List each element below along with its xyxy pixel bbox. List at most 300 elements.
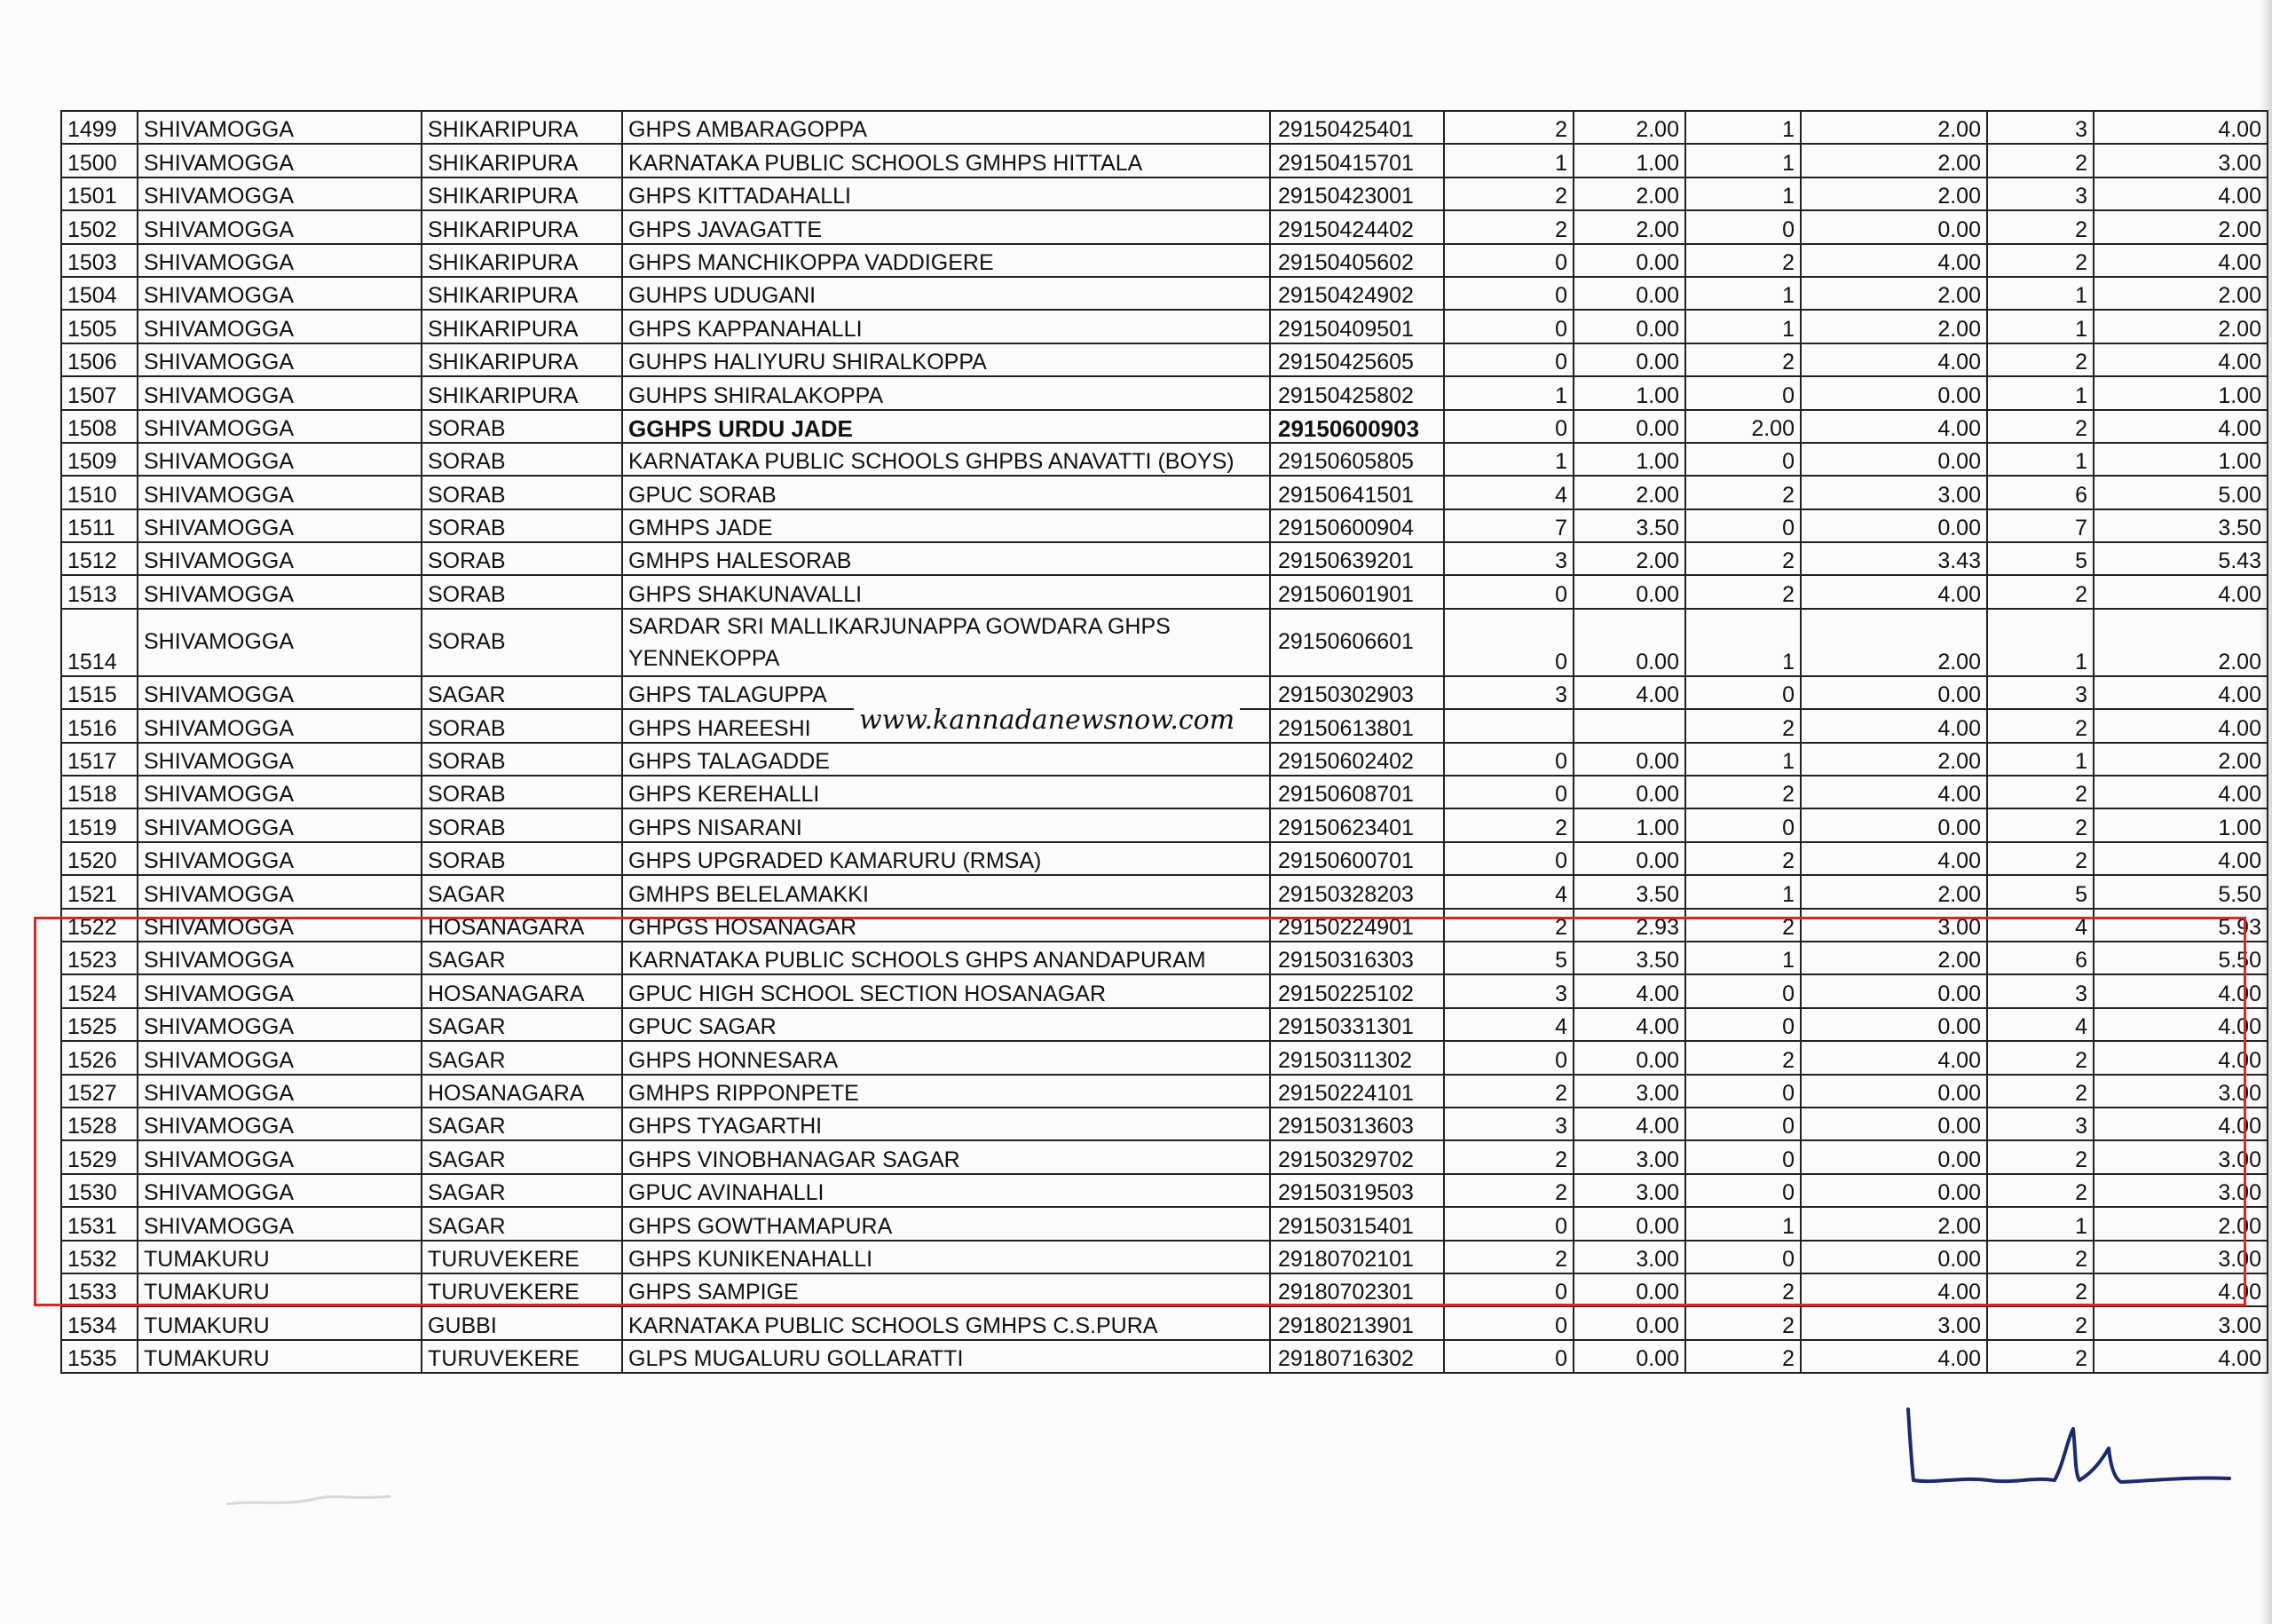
value-a-cell: 0.00 bbox=[1574, 1273, 1685, 1306]
value-a-cell: 0.00 bbox=[1574, 1340, 1685, 1373]
total-count-cell: 1 bbox=[1987, 376, 2094, 409]
count-a-cell: 1 bbox=[1444, 144, 1574, 177]
count-b-cell: 2 bbox=[1685, 476, 1801, 508]
total-count-cell: 1 bbox=[1987, 609, 2094, 676]
total-count-cell: 1 bbox=[1987, 1207, 2094, 1240]
value-a-cell: 4.00 bbox=[1574, 1008, 1685, 1041]
school-name-cell: GPUC SORAB bbox=[622, 476, 1270, 508]
block-cell: SORAB bbox=[422, 808, 622, 841]
total-count-cell: 1 bbox=[1987, 443, 2094, 476]
count-b-cell: 2 bbox=[1685, 1306, 1801, 1339]
sl-no-cell: 1512 bbox=[61, 542, 138, 575]
total-value-cell: 1.00 bbox=[2094, 376, 2268, 409]
count-a-cell: 2 bbox=[1444, 1241, 1574, 1273]
block-cell: SHIKARIPURA bbox=[422, 343, 622, 376]
district-cell: SHIVAMOGGA bbox=[138, 974, 422, 1007]
total-count-cell: 2 bbox=[1987, 144, 2094, 177]
district-cell: SHIVAMOGGA bbox=[138, 1008, 422, 1041]
district-cell: SHIVAMOGGA bbox=[138, 842, 422, 875]
total-count-cell: 3 bbox=[1987, 974, 2094, 1007]
block-cell: SAGAR bbox=[422, 1174, 622, 1207]
udise-code-cell: 29150605805 bbox=[1270, 443, 1444, 476]
value-a-cell: 0.00 bbox=[1574, 1306, 1685, 1339]
district-cell: SHIVAMOGGA bbox=[138, 177, 422, 210]
value-a-cell: 0.00 bbox=[1574, 410, 1685, 443]
count-a-cell: 0 bbox=[1444, 410, 1574, 443]
udise-code-cell: 29150225102 bbox=[1270, 974, 1444, 1007]
school-name-cell: SARDAR SRI MALLIKARJUNAPPA GOWDARA GHPS YENNEKOPPA bbox=[622, 609, 1270, 676]
value-b-cell: 2.00 bbox=[1801, 277, 1987, 310]
district-cell: SHIVAMOGGA bbox=[138, 1207, 422, 1240]
total-count-cell: 2 bbox=[1987, 1075, 2094, 1108]
count-b-cell: 0 bbox=[1685, 509, 1801, 542]
count-b-cell: 2 bbox=[1685, 1041, 1801, 1074]
block-cell: SHIKARIPURA bbox=[422, 144, 622, 177]
district-cell: SHIVAMOGGA bbox=[138, 1075, 422, 1108]
sl-no-cell: 1517 bbox=[61, 743, 138, 776]
count-b-cell: 2 bbox=[1685, 1340, 1801, 1373]
district-cell: SHIVAMOGGA bbox=[138, 942, 422, 974]
block-cell: SORAB bbox=[422, 509, 622, 542]
total-value-cell: 5.43 bbox=[2094, 542, 2268, 575]
total-count-cell: 3 bbox=[1987, 676, 2094, 709]
table-row bbox=[61, 443, 2268, 476]
count-a-cell: 0 bbox=[1444, 244, 1574, 277]
total-count-cell: 1 bbox=[1987, 277, 2094, 310]
block-cell: SAGAR bbox=[422, 1108, 622, 1140]
total-value-cell: 5.50 bbox=[2094, 875, 2268, 908]
school-name-cell: GHPS VINOBHANAGAR SAGAR bbox=[622, 1140, 1270, 1173]
value-b-cell: 0.00 bbox=[1801, 1241, 1987, 1273]
district-cell: SHIVAMOGGA bbox=[138, 144, 422, 177]
sl-no-cell: 1523 bbox=[61, 942, 138, 974]
sl-no-cell: 1528 bbox=[61, 1108, 138, 1140]
school-name-cell: GGHPS URDU JADE bbox=[622, 410, 1270, 443]
total-value-cell: 4.00 bbox=[2094, 410, 2268, 443]
website-watermark: www.kannadanewsnow.com bbox=[854, 705, 1240, 736]
sl-no-cell: 1507 bbox=[61, 376, 138, 409]
sl-no-cell: 1522 bbox=[61, 909, 138, 942]
count-a-cell: 0 bbox=[1444, 310, 1574, 343]
count-a-cell: 0 bbox=[1444, 1306, 1574, 1339]
value-b-cell: 0.00 bbox=[1801, 1174, 1987, 1207]
count-b-cell: 1 bbox=[1685, 111, 1801, 144]
total-value-cell: 4.00 bbox=[2094, 974, 2268, 1007]
school-name-cell: GMHPS RIPPONPETE bbox=[622, 1075, 1270, 1108]
value-a-cell: 3.00 bbox=[1574, 1241, 1685, 1273]
table-row bbox=[61, 542, 2268, 575]
block-cell: SAGAR bbox=[422, 1207, 622, 1240]
block-cell: SORAB bbox=[422, 776, 622, 808]
total-value-cell: 4.00 bbox=[2094, 676, 2268, 709]
school-name-cell: GUHPS SHIRALAKOPPA bbox=[622, 376, 1270, 409]
school-name-cell: GHPS KAPPANAHALLI bbox=[622, 310, 1270, 343]
total-count-cell: 2 bbox=[1987, 575, 2094, 608]
block-cell: HOSANAGARA bbox=[422, 974, 622, 1007]
school-name-cell: GHPS HONNESARA bbox=[622, 1041, 1270, 1074]
sl-no-cell: 1505 bbox=[61, 310, 138, 343]
table-row bbox=[61, 875, 2268, 908]
block-cell: SORAB bbox=[422, 842, 622, 875]
block-cell: SAGAR bbox=[422, 875, 622, 908]
school-name-cell: GHPS TALAGADDE bbox=[622, 743, 1270, 776]
value-b-cell: 2.00 bbox=[1801, 942, 1987, 974]
value-b-cell: 4.00 bbox=[1801, 575, 1987, 608]
school-name-cell: GMHPS JADE bbox=[622, 509, 1270, 542]
district-cell: SHIVAMOGGA bbox=[138, 443, 422, 476]
total-count-cell: 4 bbox=[1987, 1008, 2094, 1041]
district-cell: SHIVAMOGGA bbox=[138, 277, 422, 310]
total-count-cell: 2 bbox=[1987, 1041, 2094, 1074]
total-value-cell: 2.00 bbox=[2094, 310, 2268, 343]
total-value-cell: 3.00 bbox=[2094, 1075, 2268, 1108]
school-name-cell: GHPS JAVAGATTE bbox=[622, 210, 1270, 243]
count-b-cell: 2 bbox=[1685, 909, 1801, 942]
udise-code-cell: 29150319503 bbox=[1270, 1174, 1444, 1207]
count-a-cell: 1 bbox=[1444, 376, 1574, 409]
table-row bbox=[61, 310, 2268, 343]
count-b-cell: 1 bbox=[1685, 144, 1801, 177]
value-b-cell: 4.00 bbox=[1801, 1041, 1987, 1074]
count-a-cell: 0 bbox=[1444, 575, 1574, 608]
block-cell: SHIKARIPURA bbox=[422, 210, 622, 243]
table-row bbox=[61, 1306, 2268, 1339]
sl-no-cell: 1513 bbox=[61, 575, 138, 608]
value-a-cell: 3.00 bbox=[1574, 1174, 1685, 1207]
total-count-cell: 2 bbox=[1987, 410, 2094, 443]
table-row bbox=[61, 476, 2268, 508]
total-count-cell: 2 bbox=[1987, 1140, 2094, 1173]
count-b-cell: 2 bbox=[1685, 244, 1801, 277]
count-a-cell: 2 bbox=[1444, 1075, 1574, 1108]
count-a-cell: 0 bbox=[1444, 609, 1574, 676]
total-value-cell: 4.00 bbox=[2094, 842, 2268, 875]
total-value-cell: 3.00 bbox=[2094, 144, 2268, 177]
district-cell: SHIVAMOGGA bbox=[138, 609, 422, 676]
district-cell: SHIVAMOGGA bbox=[138, 542, 422, 575]
district-cell: SHIVAMOGGA bbox=[138, 111, 422, 144]
district-cell: SHIVAMOGGA bbox=[138, 343, 422, 376]
total-value-cell: 3.00 bbox=[2094, 1174, 2268, 1207]
count-b-cell: 0 bbox=[1685, 974, 1801, 1007]
total-value-cell: 5.93 bbox=[2094, 909, 2268, 942]
udise-code-cell: 29150425401 bbox=[1270, 111, 1444, 144]
value-a-cell: 2.00 bbox=[1574, 476, 1685, 508]
value-b-cell: 3.43 bbox=[1801, 542, 1987, 575]
sl-no-cell: 1510 bbox=[61, 476, 138, 508]
total-value-cell: 4.00 bbox=[2094, 1273, 2268, 1306]
value-a-cell: 1.00 bbox=[1574, 808, 1685, 841]
value-a-cell: 1.00 bbox=[1574, 443, 1685, 476]
value-b-cell: 4.00 bbox=[1801, 1340, 1987, 1373]
table-row bbox=[61, 509, 2268, 542]
udise-code-cell: 29150224901 bbox=[1270, 909, 1444, 942]
value-b-cell: 3.00 bbox=[1801, 1306, 1987, 1339]
value-b-cell: 2.00 bbox=[1801, 875, 1987, 908]
district-cell: SHIVAMOGGA bbox=[138, 376, 422, 409]
sl-no-cell: 1532 bbox=[61, 1241, 138, 1273]
school-name-cell: KARNATAKA PUBLIC SCHOOLS GHPS ANANDAPURAM bbox=[622, 942, 1270, 974]
count-a-cell: 4 bbox=[1444, 476, 1574, 508]
district-cell: SHIVAMOGGA bbox=[138, 244, 422, 277]
value-b-cell: 2.00 bbox=[1801, 111, 1987, 144]
sl-no-cell: 1525 bbox=[61, 1008, 138, 1041]
table-row bbox=[61, 210, 2268, 243]
value-a-cell: 4.00 bbox=[1574, 1108, 1685, 1140]
udise-code-cell: 29150405602 bbox=[1270, 244, 1444, 277]
udise-code-cell: 29180716302 bbox=[1270, 1340, 1444, 1373]
count-b-cell: 2.00 bbox=[1685, 410, 1801, 443]
count-b-cell: 0 bbox=[1685, 1140, 1801, 1173]
udise-code-cell: 29150311302 bbox=[1270, 1041, 1444, 1074]
value-a-cell: 0.00 bbox=[1574, 343, 1685, 376]
count-a-cell: 0 bbox=[1444, 776, 1574, 808]
value-a-cell: 0.00 bbox=[1574, 842, 1685, 875]
count-a-cell: 2 bbox=[1444, 909, 1574, 942]
count-b-cell: 1 bbox=[1685, 1207, 1801, 1240]
count-b-cell: 1 bbox=[1685, 743, 1801, 776]
block-cell: TURUVEKERE bbox=[422, 1273, 622, 1306]
value-b-cell: 3.00 bbox=[1801, 909, 1987, 942]
sl-no-cell: 1529 bbox=[61, 1140, 138, 1173]
table-row bbox=[61, 1340, 2268, 1373]
value-a-cell: 2.00 bbox=[1574, 542, 1685, 575]
value-b-cell: 4.00 bbox=[1801, 709, 1987, 742]
school-name-cell: GHPS KUNIKENAHALLI bbox=[622, 1241, 1270, 1273]
school-name-cell: GHPGS HOSANAGAR bbox=[622, 909, 1270, 942]
count-a-cell: 0 bbox=[1444, 1207, 1574, 1240]
school-name-cell: GHPS HAREESHI bbox=[622, 709, 1270, 742]
block-cell: SHIKARIPURA bbox=[422, 376, 622, 409]
count-a-cell bbox=[1444, 709, 1574, 742]
value-b-cell: 0.00 bbox=[1801, 808, 1987, 841]
udise-code-cell: 29150316303 bbox=[1270, 942, 1444, 974]
udise-code-cell: 29150409501 bbox=[1270, 310, 1444, 343]
block-cell: SAGAR bbox=[422, 1140, 622, 1173]
value-b-cell: 4.00 bbox=[1801, 842, 1987, 875]
count-b-cell: 0 bbox=[1685, 1174, 1801, 1207]
district-cell: SHIVAMOGGA bbox=[138, 1140, 422, 1173]
count-a-cell: 3 bbox=[1444, 1108, 1574, 1140]
value-a-cell: 3.50 bbox=[1574, 509, 1685, 542]
sl-no-cell: 1531 bbox=[61, 1207, 138, 1240]
school-name-cell: GHPS GOWTHAMAPURA bbox=[622, 1207, 1270, 1240]
district-cell: SHIVAMOGGA bbox=[138, 410, 422, 443]
total-count-cell: 1 bbox=[1987, 310, 2094, 343]
value-a-cell: 2.00 bbox=[1574, 177, 1685, 210]
value-a-cell: 0.00 bbox=[1574, 310, 1685, 343]
total-value-cell: 3.00 bbox=[2094, 1306, 2268, 1339]
sl-no-cell: 1527 bbox=[61, 1075, 138, 1108]
total-count-cell: 1 bbox=[1987, 743, 2094, 776]
district-cell: SHIVAMOGGA bbox=[138, 875, 422, 908]
count-a-cell: 4 bbox=[1444, 1008, 1574, 1041]
total-value-cell: 4.00 bbox=[2094, 1041, 2268, 1074]
faint-bleed-through-mark bbox=[222, 1473, 399, 1518]
signature bbox=[1899, 1402, 2236, 1500]
total-value-cell: 4.00 bbox=[2094, 1008, 2268, 1041]
block-cell: TURUVEKERE bbox=[422, 1241, 622, 1273]
sl-no-cell: 1519 bbox=[61, 808, 138, 841]
udise-code-cell: 29150415701 bbox=[1270, 144, 1444, 177]
total-value-cell: 4.00 bbox=[2094, 111, 2268, 144]
sl-no-cell: 1503 bbox=[61, 244, 138, 277]
school-name-cell: GHPS KITTADAHALLI bbox=[622, 177, 1270, 210]
block-cell: SAGAR bbox=[422, 676, 622, 709]
udise-code-cell: 29150425802 bbox=[1270, 376, 1444, 409]
total-value-cell: 4.00 bbox=[2094, 1340, 2268, 1373]
count-a-cell: 0 bbox=[1444, 1273, 1574, 1306]
block-cell: SORAB bbox=[422, 575, 622, 608]
udise-code-cell: 29150425605 bbox=[1270, 343, 1444, 376]
district-cell: SHIVAMOGGA bbox=[138, 808, 422, 841]
district-cell: TUMAKURU bbox=[138, 1306, 422, 1339]
udise-code-cell: 29150639201 bbox=[1270, 542, 1444, 575]
total-count-cell: 2 bbox=[1987, 808, 2094, 841]
sl-no-cell: 1511 bbox=[61, 509, 138, 542]
table-row bbox=[61, 609, 2268, 676]
school-name-cell: GHPS KEREHALLI bbox=[622, 776, 1270, 808]
value-a-cell: 1.00 bbox=[1574, 376, 1685, 409]
udise-code-cell: 29150331301 bbox=[1270, 1008, 1444, 1041]
value-a-cell: 2.93 bbox=[1574, 909, 1685, 942]
total-count-cell: 2 bbox=[1987, 1340, 2094, 1373]
total-count-cell: 2 bbox=[1987, 1273, 2094, 1306]
block-cell: SAGAR bbox=[422, 1041, 622, 1074]
block-cell: HOSANAGARA bbox=[422, 1075, 622, 1108]
district-cell: SHIVAMOGGA bbox=[138, 476, 422, 508]
district-cell: SHIVAMOGGA bbox=[138, 575, 422, 608]
value-b-cell: 2.00 bbox=[1801, 144, 1987, 177]
value-a-cell: 2.00 bbox=[1574, 210, 1685, 243]
count-a-cell: 0 bbox=[1444, 277, 1574, 310]
value-b-cell: 0.00 bbox=[1801, 1075, 1987, 1108]
total-count-cell: 2 bbox=[1987, 1174, 2094, 1207]
count-b-cell: 2 bbox=[1685, 776, 1801, 808]
table-row bbox=[61, 842, 2268, 875]
school-name-cell: GPUC AVINAHALLI bbox=[622, 1174, 1270, 1207]
school-name-cell: GHPS SAMPIGE bbox=[622, 1273, 1270, 1306]
sl-no-cell: 1526 bbox=[61, 1041, 138, 1074]
table-row bbox=[61, 177, 2268, 210]
value-a-cell: 0.00 bbox=[1574, 244, 1685, 277]
count-b-cell: 2 bbox=[1685, 709, 1801, 742]
count-a-cell: 7 bbox=[1444, 509, 1574, 542]
value-b-cell: 4.00 bbox=[1801, 776, 1987, 808]
count-b-cell: 1 bbox=[1685, 609, 1801, 676]
school-name-cell: GHPS TALAGUPPA bbox=[622, 676, 1270, 709]
total-value-cell: 2.00 bbox=[2094, 277, 2268, 310]
table-row bbox=[61, 376, 2268, 409]
count-b-cell: 0 bbox=[1685, 1075, 1801, 1108]
count-b-cell: 1 bbox=[1685, 177, 1801, 210]
school-name-cell: GUHPS UDUGANI bbox=[622, 277, 1270, 310]
table-row bbox=[61, 575, 2268, 608]
udise-code-cell: 29150313603 bbox=[1270, 1108, 1444, 1140]
district-cell: SHIVAMOGGA bbox=[138, 210, 422, 243]
value-b-cell: 0.00 bbox=[1801, 443, 1987, 476]
count-b-cell: 0 bbox=[1685, 443, 1801, 476]
count-b-cell: 1 bbox=[1685, 875, 1801, 908]
school-name-cell: GPUC SAGAR bbox=[622, 1008, 1270, 1041]
table-row bbox=[61, 244, 2268, 277]
school-name-cell: GLPS MUGALURU GOLLARATTI bbox=[622, 1340, 1270, 1373]
school-name-cell: GHPS UPGRADED KAMARURU (RMSA) bbox=[622, 842, 1270, 875]
district-cell: TUMAKURU bbox=[138, 1340, 422, 1373]
sl-no-cell: 1520 bbox=[61, 842, 138, 875]
udise-code-cell: 29150623401 bbox=[1270, 808, 1444, 841]
table-row bbox=[61, 410, 2268, 443]
total-count-cell: 7 bbox=[1987, 509, 2094, 542]
total-value-cell: 2.00 bbox=[2094, 1207, 2268, 1240]
block-cell: HOSANAGARA bbox=[422, 909, 622, 942]
total-value-cell: 4.00 bbox=[2094, 244, 2268, 277]
count-a-cell: 2 bbox=[1444, 1140, 1574, 1173]
school-name-cell: GUHPS HALIYURU SHIRALKOPPA bbox=[622, 343, 1270, 376]
district-cell: TUMAKURU bbox=[138, 1241, 422, 1273]
value-a-cell: 0.00 bbox=[1574, 743, 1685, 776]
total-value-cell: 1.00 bbox=[2094, 808, 2268, 841]
table-row bbox=[61, 277, 2268, 310]
udise-code-cell: 29150329702 bbox=[1270, 1140, 1444, 1173]
total-count-cell: 2 bbox=[1987, 244, 2094, 277]
block-cell: SORAB bbox=[422, 609, 622, 676]
total-count-cell: 2 bbox=[1987, 343, 2094, 376]
value-b-cell: 4.00 bbox=[1801, 244, 1987, 277]
table-row bbox=[61, 743, 2268, 776]
count-b-cell: 0 bbox=[1685, 808, 1801, 841]
value-b-cell: 2.00 bbox=[1801, 310, 1987, 343]
sl-no-cell: 1535 bbox=[61, 1340, 138, 1373]
total-value-cell: 2.00 bbox=[2094, 609, 2268, 676]
count-a-cell: 5 bbox=[1444, 942, 1574, 974]
total-count-cell: 3 bbox=[1987, 111, 2094, 144]
block-cell: GUBBI bbox=[422, 1306, 622, 1339]
total-value-cell: 3.50 bbox=[2094, 509, 2268, 542]
value-a-cell: 3.00 bbox=[1574, 1075, 1685, 1108]
sl-no-cell: 1515 bbox=[61, 676, 138, 709]
total-count-cell: 6 bbox=[1987, 942, 2094, 974]
district-cell: SHIVAMOGGA bbox=[138, 1108, 422, 1140]
school-name-cell: GMHPS HALESORAB bbox=[622, 542, 1270, 575]
block-cell: SHIKARIPURA bbox=[422, 177, 622, 210]
udise-code-cell: 29150423001 bbox=[1270, 177, 1444, 210]
count-a-cell: 2 bbox=[1444, 210, 1574, 243]
school-name-cell: KARNATAKA PUBLIC SCHOOLS GMHPS HITTALA bbox=[622, 144, 1270, 177]
table-row bbox=[61, 144, 2268, 177]
highlight-box bbox=[34, 917, 2246, 1306]
udise-code-cell: 29150315401 bbox=[1270, 1207, 1444, 1240]
sl-no-cell: 1502 bbox=[61, 210, 138, 243]
block-cell: SHIKARIPURA bbox=[422, 244, 622, 277]
sl-no-cell: 1509 bbox=[61, 443, 138, 476]
district-cell: SHIVAMOGGA bbox=[138, 1041, 422, 1074]
value-b-cell: 2.00 bbox=[1801, 743, 1987, 776]
district-cell: SHIVAMOGGA bbox=[138, 310, 422, 343]
value-b-cell: 0.00 bbox=[1801, 676, 1987, 709]
block-cell: SORAB bbox=[422, 410, 622, 443]
sl-no-cell: 1514 bbox=[61, 609, 138, 676]
total-value-cell: 2.00 bbox=[2094, 210, 2268, 243]
block-cell: SAGAR bbox=[422, 942, 622, 974]
school-name-cell: GMHPS BELELAMAKKI bbox=[622, 875, 1270, 908]
total-count-cell: 5 bbox=[1987, 542, 2094, 575]
total-value-cell: 4.00 bbox=[2094, 1108, 2268, 1140]
count-a-cell: 0 bbox=[1444, 842, 1574, 875]
udise-code-cell: 29150424402 bbox=[1270, 210, 1444, 243]
count-a-cell: 4 bbox=[1444, 875, 1574, 908]
sl-no-cell: 1516 bbox=[61, 709, 138, 742]
